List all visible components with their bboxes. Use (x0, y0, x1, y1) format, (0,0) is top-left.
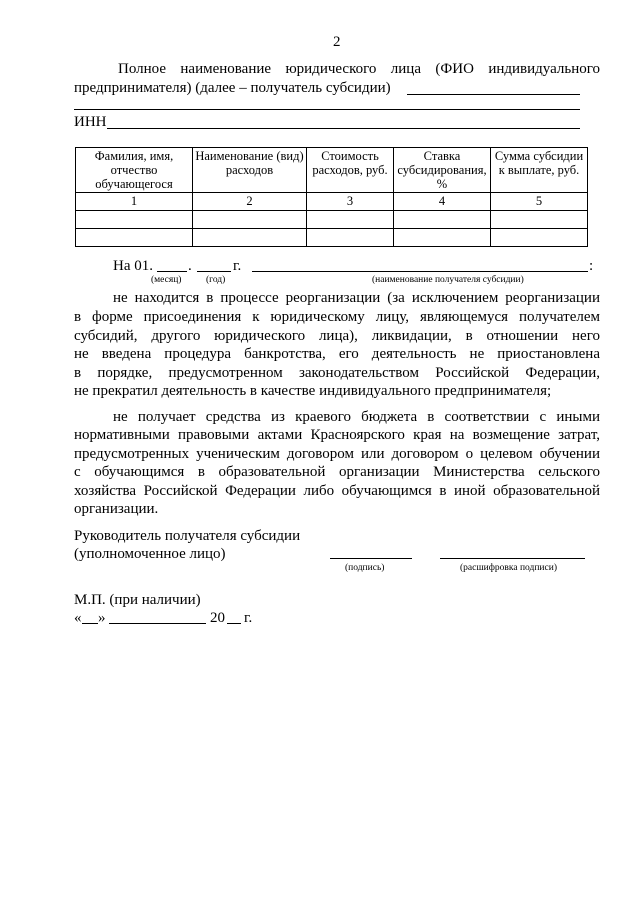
signature-caption: (подпись) (345, 563, 385, 573)
year-caption: (год) (206, 275, 226, 285)
col-number: 1 (76, 193, 193, 211)
date-close-quote: » (98, 610, 106, 626)
body-line: предусмотренных ученическим договором или договором о целевом обучении (74, 446, 600, 462)
col-number: 3 (307, 193, 394, 211)
subsidy-table (75, 147, 588, 247)
year-suffix: г. (233, 258, 242, 274)
col-header-rate: Ставка субсидирования, % (394, 148, 491, 193)
table-row (76, 211, 588, 229)
year-field-bottom[interactable] (227, 623, 241, 624)
table-cell[interactable] (76, 229, 193, 247)
recipient-field[interactable] (252, 271, 588, 272)
signature-field[interactable] (330, 558, 412, 559)
header-line-1: Полное наименование юридического лица (ФИО индивидуального (118, 61, 600, 77)
col-number: 2 (193, 193, 307, 211)
body-line: в порядке, предусмотренном законодательством Российской Федерации, (74, 365, 600, 381)
body-line: организации. (74, 501, 159, 517)
body-line: хозяйства Российской Федерации либо обучающимся в иной образовательной (74, 483, 600, 499)
stamp-label: М.П. (при наличии) (74, 592, 201, 608)
table-cell[interactable] (491, 211, 588, 229)
recipient-name-field-2[interactable] (74, 109, 580, 110)
signature-title-1: Руководитель получателя субсидии (74, 528, 301, 544)
month-field[interactable] (157, 271, 187, 272)
table-row (76, 229, 588, 247)
date-dot: . (188, 258, 192, 274)
table-cell[interactable] (394, 229, 491, 247)
table-cell[interactable] (307, 229, 394, 247)
body-line: не введена процедура банкротства, его деятельность не приостановлена (74, 346, 600, 362)
col-header-expense-type: Наименование (вид) расходов (193, 148, 307, 193)
body-line: с обучающимся в образовательной организации Министерства сельского (74, 464, 600, 480)
recipient-caption: (наименование получателя субсидии) (372, 275, 524, 285)
table-cell[interactable] (307, 211, 394, 229)
month-field-bottom[interactable] (109, 623, 206, 624)
body-line: субсидий, другого юридического лица), ликвидации, в отношении него (74, 328, 600, 344)
table-cell[interactable] (394, 211, 491, 229)
signature-decode-caption: (расшифровка подписи) (460, 563, 557, 573)
recipient-name-field[interactable] (407, 94, 580, 95)
body-line: не прекратил деятельность в качестве индивидуального предпринимателя; (74, 383, 552, 399)
body-line: не получает средства из краевого бюджета в соответствии с иными (113, 409, 600, 425)
col-header-cost: Стоимость расходов, руб. (307, 148, 394, 193)
date-open-quote: « (74, 610, 82, 626)
table-cell[interactable] (193, 211, 307, 229)
signature-decode-field[interactable] (440, 558, 585, 559)
table-cell[interactable] (491, 229, 588, 247)
col-number: 4 (394, 193, 491, 211)
page-number: 2 (333, 34, 341, 50)
day-field[interactable] (82, 623, 98, 624)
date-colon: : (589, 258, 594, 274)
inn-field[interactable] (107, 128, 580, 129)
col-number: 5 (491, 193, 588, 211)
table-cell[interactable] (76, 211, 193, 229)
body-line: нормативными правовыми актами Красноярского края на возмещение затрат, (74, 427, 600, 443)
year-prefix: 20 (210, 610, 225, 626)
year-suffix-bottom: г. (244, 610, 253, 626)
date-prefix: На 01. (113, 258, 153, 274)
header-line-2: предпринимателя) (далее – получатель субсидии) (74, 80, 391, 96)
body-line: в форме присоединения к юридическому лицу, являющемуся получателем (74, 309, 600, 325)
month-caption: (месяц) (151, 275, 182, 285)
col-header-amount: Сумма субсидии к выплате, руб. (491, 148, 588, 193)
col-header-student: Фамилия, имя, отчество обучающегося (76, 148, 193, 193)
inn-label: ИНН (74, 114, 107, 130)
table-cell[interactable] (193, 229, 307, 247)
body-line: не находится в процессе реорганизации (за исключением реорганизации (113, 290, 600, 306)
year-field[interactable] (197, 271, 231, 272)
signature-title-2: (уполномоченное лицо) (74, 546, 226, 562)
